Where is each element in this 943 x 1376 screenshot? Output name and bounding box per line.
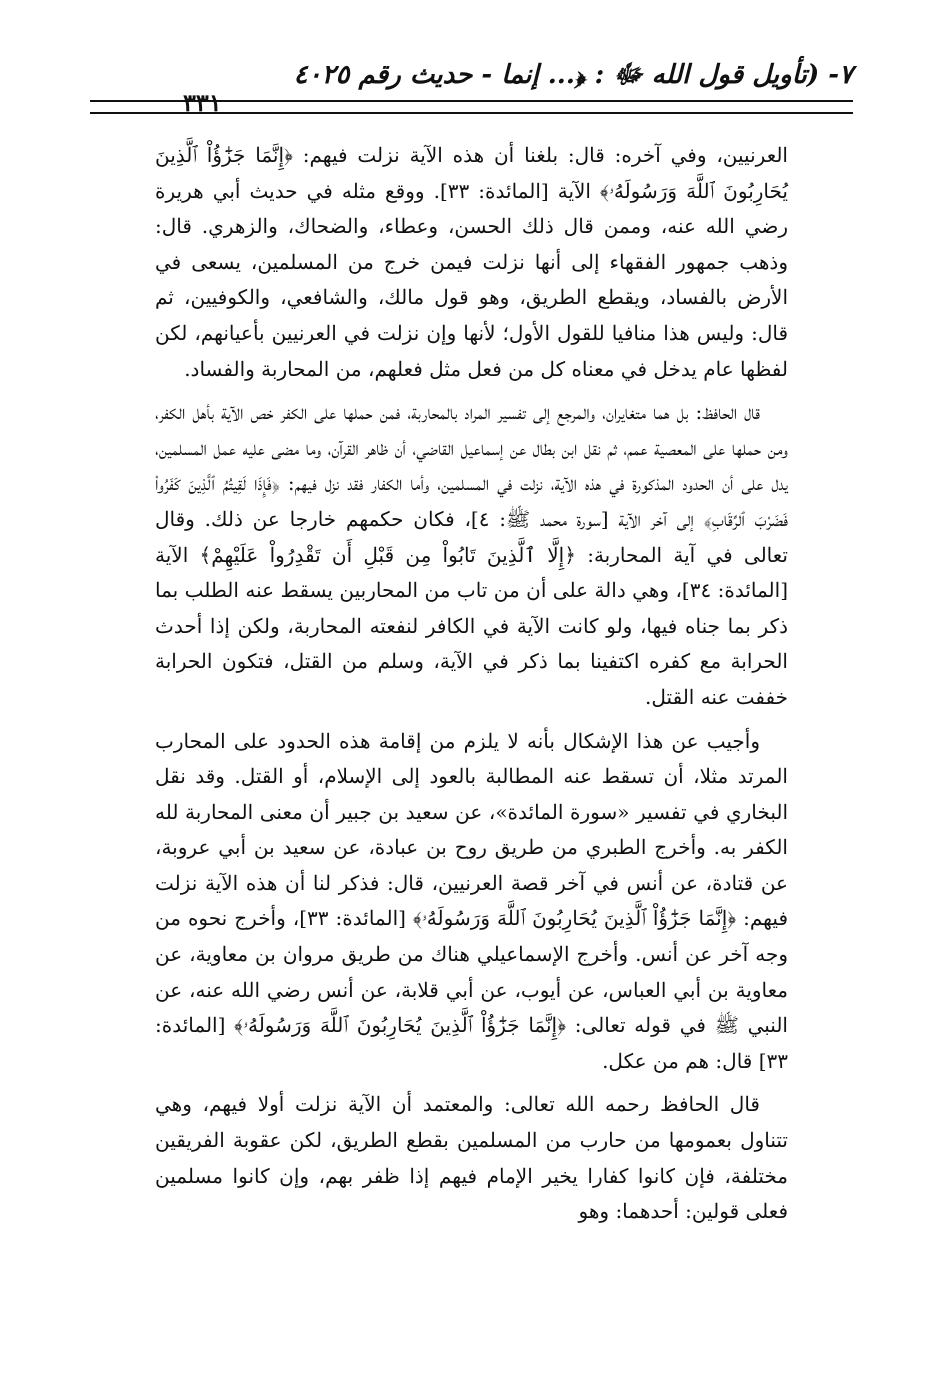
page-number: ٣٣١ <box>175 88 230 117</box>
main-text <box>155 138 788 1238</box>
paragraph: قال الحافظ رحمه الله تعالى: والمعتمد أن الآية نزلت أولا فيهم، وهي تتناول بعمومها من حارب من المسلمين بقطع الطريق، لكن عقوبة الفريقين مختلفة، فإن كانوا كفارا يخير الإمام فيهم إذا ظفر بهم، وإن كانوا مسلمين فعلى قولين: أحدهما: وهو <box>155 1092 788 1224</box>
page-header <box>90 58 853 117</box>
paragraph: العرنيين، وفي آخره: قال: بلغنا أن هذه الآية نزلت فيهم: ﴿إِنَّمَا جَزَٰٓؤُاْ ٱلَّذِينَ يُحَارِبُونَ ٱللَّهَ وَرَسُولَهُۥ﴾ الآية [المائدة: ٣٣]. ووقع مثله في حديث أبي هريرة رضي الله عنه، وممن قال ذلك الحسن، وعطاء، والضحاك، والزهري. قال: وذهب جمهور الفقهاء إلى أنها نزلت فيمن خرج من المسلمين، يسعى في الأرض بالفساد، ويقطع الطريق، وهو قول مالك، والشافعي، والكوفيين، ثم قال: وليس هذا منافيا للقول الأول؛ لأنها وإن نزلت في العرنيين بأعيانهم، لكن لفظها عام يدخل في معناه كل من فعل مثل فعلهم، من المحاربة والفساد. <box>155 143 788 381</box>
running-title: ٧- (تأويل قول الله ﷻ : ﴿... إنما - حديث رقم ٤٠٢٥ <box>293 60 853 90</box>
paragraph: قال الحافظ: بل هما متغايران، والمرجع إلى تفسير المراد بالمحاربة، فمن حملها على الكفر خص الآية بأهل الكفر، ومن حملها على المعصية عمم، ثم نقل ابن بطال عن إسماعيل القاضي، أن ظاهر القرآن، وما مضى عليه عمل المسلمين، يدل على أن الحدود المذكورة في هذه الآية، نزلت في المسلمين، وأما الكفار فقد نزل فيهم: ﴿فَإِذَا لَقِيتُمُ ٱلَّذِينَ كَفَرُواْ فَضَرْبَ ٱلرِّقَابِ﴾ إلى آخر الآية [سورة محمد ﷺ: ٤]، فكان حكمهم خارجا عن ذلك. وقال تعالى في آية المحاربة: ﴿إِلَّا ٱلَّذِينَ تَابُواْ مِن قَبْلِ أَن تَقْدِرُواْ عَلَيْهِمْ﴾ الآية [المائدة: ٣٤]، وهي دالة على أن من تاب من المحاربين يسقط عنه الطلب بما ذكر بما جناه فيها، ولو كانت الآية في الكافر لنفعته المحاربة، ولكن إذا أحدث الحرابة مع كفره اكتفينا بما ذكر في الآية، وسلم من القتل، فتكون الحرابة خففت عنه القتل. <box>155 400 789 709</box>
paragraph: وأجيب عن هذا الإشكال بأنه لا يلزم من إقامة هذه الحدود على المحارب المرتد مثلا، أن تسقط عنه المطالبة بالعود إلى الإسلام، أو القتل. وقد نقل البخاري في تفسير «سورة المائدة»، عن سعيد بن جبير أن معنى المحاربة لله الكفر به. وأخرج الطبري من طريق روح بن عبادة، عن سعيد بن أبي عروبة، عن قتادة، عن أنس في آخر قصة العرنيين، قال: فذكر لنا أن هذه الآية نزلت فيهم: ﴿إِنَّمَا جَزَٰٓؤُاْ ٱلَّذِينَ يُحَارِبُونَ ٱللَّهَ وَرَسُولَهُۥ﴾ [المائدة: ٣٣]، وأخرج نحوه من وجه آخر عن أنس. وأخرج الإسماعيلي هناك من طريق مروان بن معاوية، عن معاوية بن أبي العباس، عن أيوب، عن أبي قلابة، عن أنس رضي الله عنه، عن النبي ﷺ في قوله تعالى: ﴿إِنَّمَا جَزَٰٓؤُاْ ٱلَّذِينَ يُحَارِبُونَ ٱللَّهَ وَرَسُولَهُۥ﴾ [المائدة: ٣٣] قال: هم من عكل. <box>155 728 789 1073</box>
header-rule <box>90 100 853 114</box>
